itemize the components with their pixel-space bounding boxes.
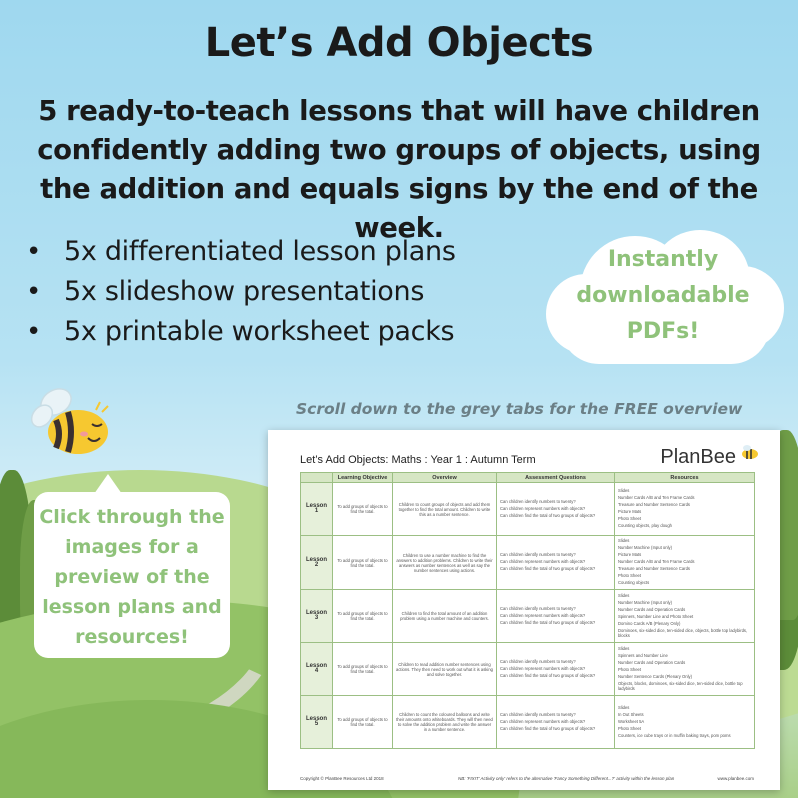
- resource-item: Number Cards and Operation Cards: [618, 659, 686, 665]
- column-header: Learning Objective: [333, 473, 393, 483]
- question-item: Can children identify numbers to twenty?: [500, 711, 576, 717]
- resources-cell: [615, 643, 755, 696]
- resource-item: Number Cards A/B and Ten Frame Cards: [618, 559, 695, 564]
- questions-cell: [497, 590, 615, 643]
- resources-cell: [615, 696, 755, 749]
- question-item: Can children represent numbers with objects?: [500, 612, 586, 618]
- question-item: Can children find the total of two groups of objects?: [500, 619, 596, 625]
- overview-cell: Children to use a number machine to find the answers to addition problems. Children to write their answers as number sentences as well as say the number sentences using actions.: [393, 536, 497, 590]
- questions-cell: [497, 643, 615, 696]
- resource-item: Photo Sheet: [618, 573, 642, 578]
- resource-item: Slides: [618, 538, 630, 543]
- overview-cell: Children to read addition number sentences using actions. They then need to work out what it is asking and solve together.: [393, 643, 497, 696]
- resource-item: Photo Sheet: [618, 516, 642, 521]
- resource-item: Photo Sheet: [618, 666, 642, 672]
- question-item: Can children represent numbers with objects?: [500, 718, 586, 724]
- resource-item: Slides: [618, 488, 630, 493]
- column-header: Resources: [615, 473, 755, 483]
- question-item: Can children identify numbers to twenty?: [500, 552, 576, 557]
- resources-cell: [615, 590, 755, 643]
- question-item: Can children find the total of two groups of objects?: [500, 725, 596, 731]
- resource-item: Picture Mats: [618, 552, 642, 557]
- resource-item: Counting objects: [618, 580, 650, 585]
- table-row: [301, 590, 755, 643]
- resource-item: Worksheet 5A: [618, 718, 645, 724]
- resource-item: Spinners and Number Line: [618, 652, 668, 658]
- lesson-cell: Lesson 1: [301, 483, 333, 536]
- overview-cell: Children to find the total amount of an addition problem using a number machine and counters.: [393, 590, 497, 643]
- bullet-icon: •: [26, 277, 42, 307]
- question-item: Can children find the total of two groups of objects?: [500, 512, 596, 518]
- lesson-cell: Lesson 3: [301, 590, 333, 643]
- page-title: Let’s Add Objects: [204, 20, 594, 66]
- cloud-line: PDFs!: [626, 319, 700, 344]
- objective-cell: To add groups of objects to find the total.: [333, 483, 393, 536]
- callout-line: Click through the: [39, 506, 225, 528]
- resource-item: Treasure and Number Sentence Cards: [618, 502, 690, 507]
- feature-label: 5x slideshow presentations: [64, 276, 425, 307]
- preview-callout: [34, 492, 230, 658]
- table-row: [301, 696, 755, 749]
- overview-cell: Children to count the coloured balloons and write their amounts onto whiteboards. They will then need to solve the addition problem and write the answer in a number sentence.: [393, 696, 497, 749]
- planbee-logo: PlanBee: [660, 446, 736, 468]
- column-header: [301, 473, 333, 483]
- lesson-cell: Lesson 4: [301, 643, 333, 696]
- bullet-icon: •: [26, 317, 42, 347]
- feature-item: [26, 272, 456, 312]
- bullet-icon: •: [26, 237, 42, 267]
- callout-text: [34, 502, 230, 652]
- resource-item: Number Sentence Cards (Plenary Only): [618, 673, 693, 679]
- lesson-cell: Lesson 5: [301, 696, 333, 749]
- resource-item: Spinners, Number Line and Photo Sheet: [618, 613, 694, 619]
- document-title: Let’s Add Objects: Maths : Year 1 : Autumn Term: [300, 454, 536, 466]
- question-item: Can children find the total of two groups of objects?: [500, 672, 596, 678]
- resource-item: Slides: [618, 592, 630, 598]
- resources-cell: [615, 483, 755, 536]
- resource-item: Slides: [618, 704, 630, 710]
- resource-item: Photo Sheet: [618, 725, 642, 731]
- feature-item: [26, 312, 456, 352]
- question-item: Can children find the total of two groups of objects?: [500, 566, 596, 571]
- resource-item: Slides: [618, 645, 630, 651]
- callout-line: images for a: [65, 536, 199, 558]
- cloud-line: Instantly: [607, 247, 719, 272]
- resource-item: Counting objects, play dough: [618, 523, 673, 528]
- lesson-cell: Lesson 2: [301, 536, 333, 590]
- table-row: [301, 536, 755, 590]
- resource-item: Dominoes, six-sided dice, ten-sided dice, objects, bottle top ladybirds, blocks: [618, 627, 748, 638]
- document-footer-url: www.planbee.com: [717, 776, 754, 781]
- feature-list: [26, 232, 456, 352]
- bee-icon: [26, 380, 116, 470]
- cloud-badge-text: [540, 242, 786, 350]
- overview-cell: Children to count groups of objects and add them together to find the total amount. Children to write this as a number sentence.: [393, 483, 497, 536]
- feature-item: [26, 232, 456, 272]
- callout-line: resources!: [75, 626, 189, 648]
- question-item: Can children represent numbers with objects?: [500, 559, 586, 564]
- column-header: Assessment Questions: [497, 473, 615, 483]
- scroll-note: Scroll down to the grey tabs for the FREE overview: [296, 400, 743, 418]
- lesson-overview-document[interactable]: [268, 430, 780, 790]
- cloud-line: downloadable: [576, 283, 750, 308]
- resource-item: Counters, ice cube trays or in muffin baking trays, pom poms: [618, 732, 731, 738]
- resource-item: Objects, blocks, dominoes, six-sided dice, ten-sided dice, bottle top ladybirds: [618, 680, 743, 691]
- resource-item: Picture Mats: [618, 509, 642, 514]
- questions-cell: [497, 696, 615, 749]
- callout-line: preview of the: [54, 566, 210, 588]
- logo-bee-icon: [738, 444, 760, 460]
- callout-line: lesson plans and: [42, 596, 222, 618]
- document-footer-note: NB: 'FIXIT' Activity only' refers to the alternative 'Fancy Something Different...?' activity within the lesson plan: [458, 776, 675, 781]
- resource-item: In Out Sheets: [618, 711, 644, 717]
- question-item: Can children identify numbers to twenty?: [500, 658, 576, 664]
- questions-cell: [497, 536, 615, 590]
- resource-item: Number Machine (Input only): [618, 599, 672, 605]
- objective-cell: To add groups of objects to find the total.: [333, 643, 393, 696]
- resources-cell: [615, 536, 755, 590]
- objective-cell: To add groups of objects to find the total.: [333, 536, 393, 590]
- column-header: Overview: [393, 473, 497, 483]
- document-footer-copyright: Copyright © PlanBee Resources Ltd 2018: [300, 776, 384, 781]
- feature-label: 5x printable worksheet packs: [64, 316, 455, 347]
- resource-item: Treasure and Number Sentence Cards: [618, 566, 690, 571]
- questions-cell: [497, 483, 615, 536]
- objective-cell: To add groups of objects to find the total.: [333, 696, 393, 749]
- objective-cell: To add groups of objects to find the total.: [333, 590, 393, 643]
- question-item: Can children identify numbers to twenty?: [500, 498, 576, 504]
- resource-item: Number Cards A/B and Ten Frame Cards: [618, 495, 695, 500]
- question-item: Can children represent numbers with objects?: [500, 665, 586, 671]
- question-item: Can children identify numbers to twenty?: [500, 605, 576, 611]
- lesson-table: [300, 472, 755, 749]
- resource-item: Domino Cards A/B (Plenary Only): [618, 620, 681, 626]
- question-item: Can children represent numbers with objects?: [500, 505, 586, 511]
- table-row: [301, 643, 755, 696]
- resource-item: Number Machine (Input only): [618, 545, 672, 550]
- resource-item: Number Cards and Operation Cards: [618, 606, 686, 612]
- page-subtitle: 5 ready-to-teach lessons that will have children confidently adding two groups of objects, using the addition and equals signs by the end of the week.: [37, 95, 761, 244]
- feature-label: 5x differentiated lesson plans: [64, 236, 456, 267]
- table-row: [301, 483, 755, 536]
